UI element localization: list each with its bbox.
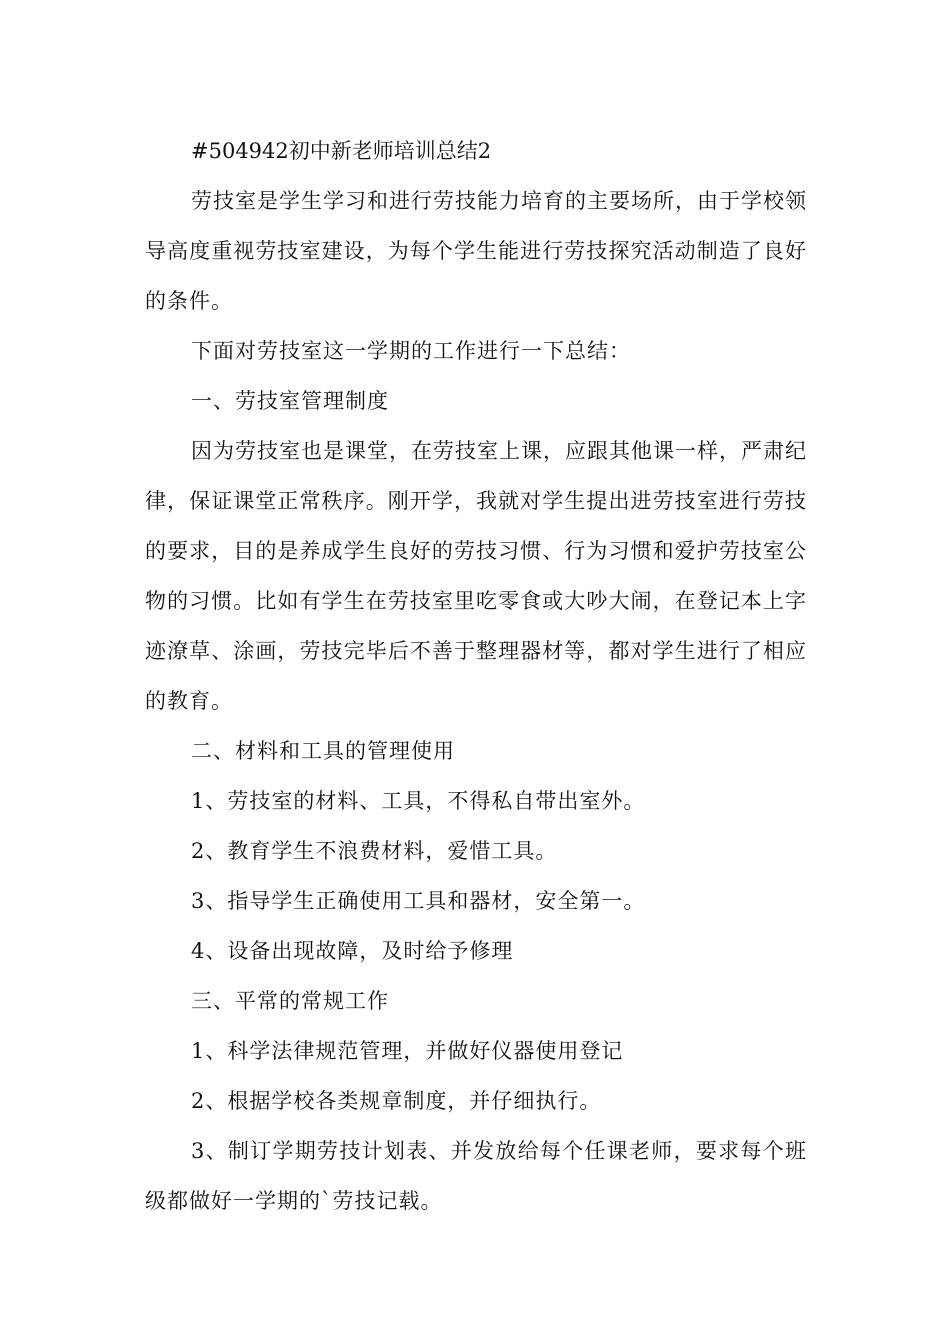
list-item-materials-3: 3、指导学生正确使用工具和器材，安全第一。 <box>191 889 646 913</box>
list-item-routine-3: 3、制订学期劳技计划表、并发放给每个任课老师，要求每个班级都做好一学期的`劳技记载。 <box>145 1139 807 1213</box>
document-body <box>145 126 807 1226</box>
paragraph-summary-lead: 下面对劳技室这一学期的工作进行一下总结： <box>191 339 631 363</box>
section-heading-2: 二、材料和工具的管理使用 <box>191 739 455 763</box>
list-item-routine-2: 2、根据学校各类规章制度，并仔细执行。 <box>191 1089 602 1113</box>
list-item-materials-2: 2、教育学生不浪费材料，爱惜工具。 <box>191 839 558 863</box>
section-heading-3: 三、平常的常规工作 <box>191 989 389 1013</box>
paragraph-management: 因为劳技室也是课堂，在劳技室上课，应跟其他课一样，严肃纪律，保证课堂正常秩序。刚开学，我就对学生提出进劳技室进行劳技的要求，目的是养成学生良好的劳技习惯、行为习惯和爱护劳技室公物的习惯。比如有学生在劳技室里吃零食或大吵大闹，在登记本上字迹潦草、涂画，劳技完毕后不善于整理器材等，都对学生进行了相应的教育。 <box>145 439 807 713</box>
list-item-materials-1: 1、劳技室的材料、工具，不得私自带出室外。 <box>191 789 646 813</box>
section-heading-1: 一、劳技室管理制度 <box>191 389 389 413</box>
list-item-materials-4: 4、设备出现故障，及时给予修理 <box>191 939 514 963</box>
paragraph-intro: 劳技室是学生学习和进行劳技能力培育的主要场所，由于学校领导高度重视劳技室建设，为每个学生能进行劳技探究活动制造了良好的条件。 <box>145 189 807 313</box>
list-item-routine-1: 1、科学法律规范管理，并做好仪器使用登记 <box>191 1039 624 1063</box>
document-title: #504942初中新老师培训总结2 <box>191 139 492 163</box>
